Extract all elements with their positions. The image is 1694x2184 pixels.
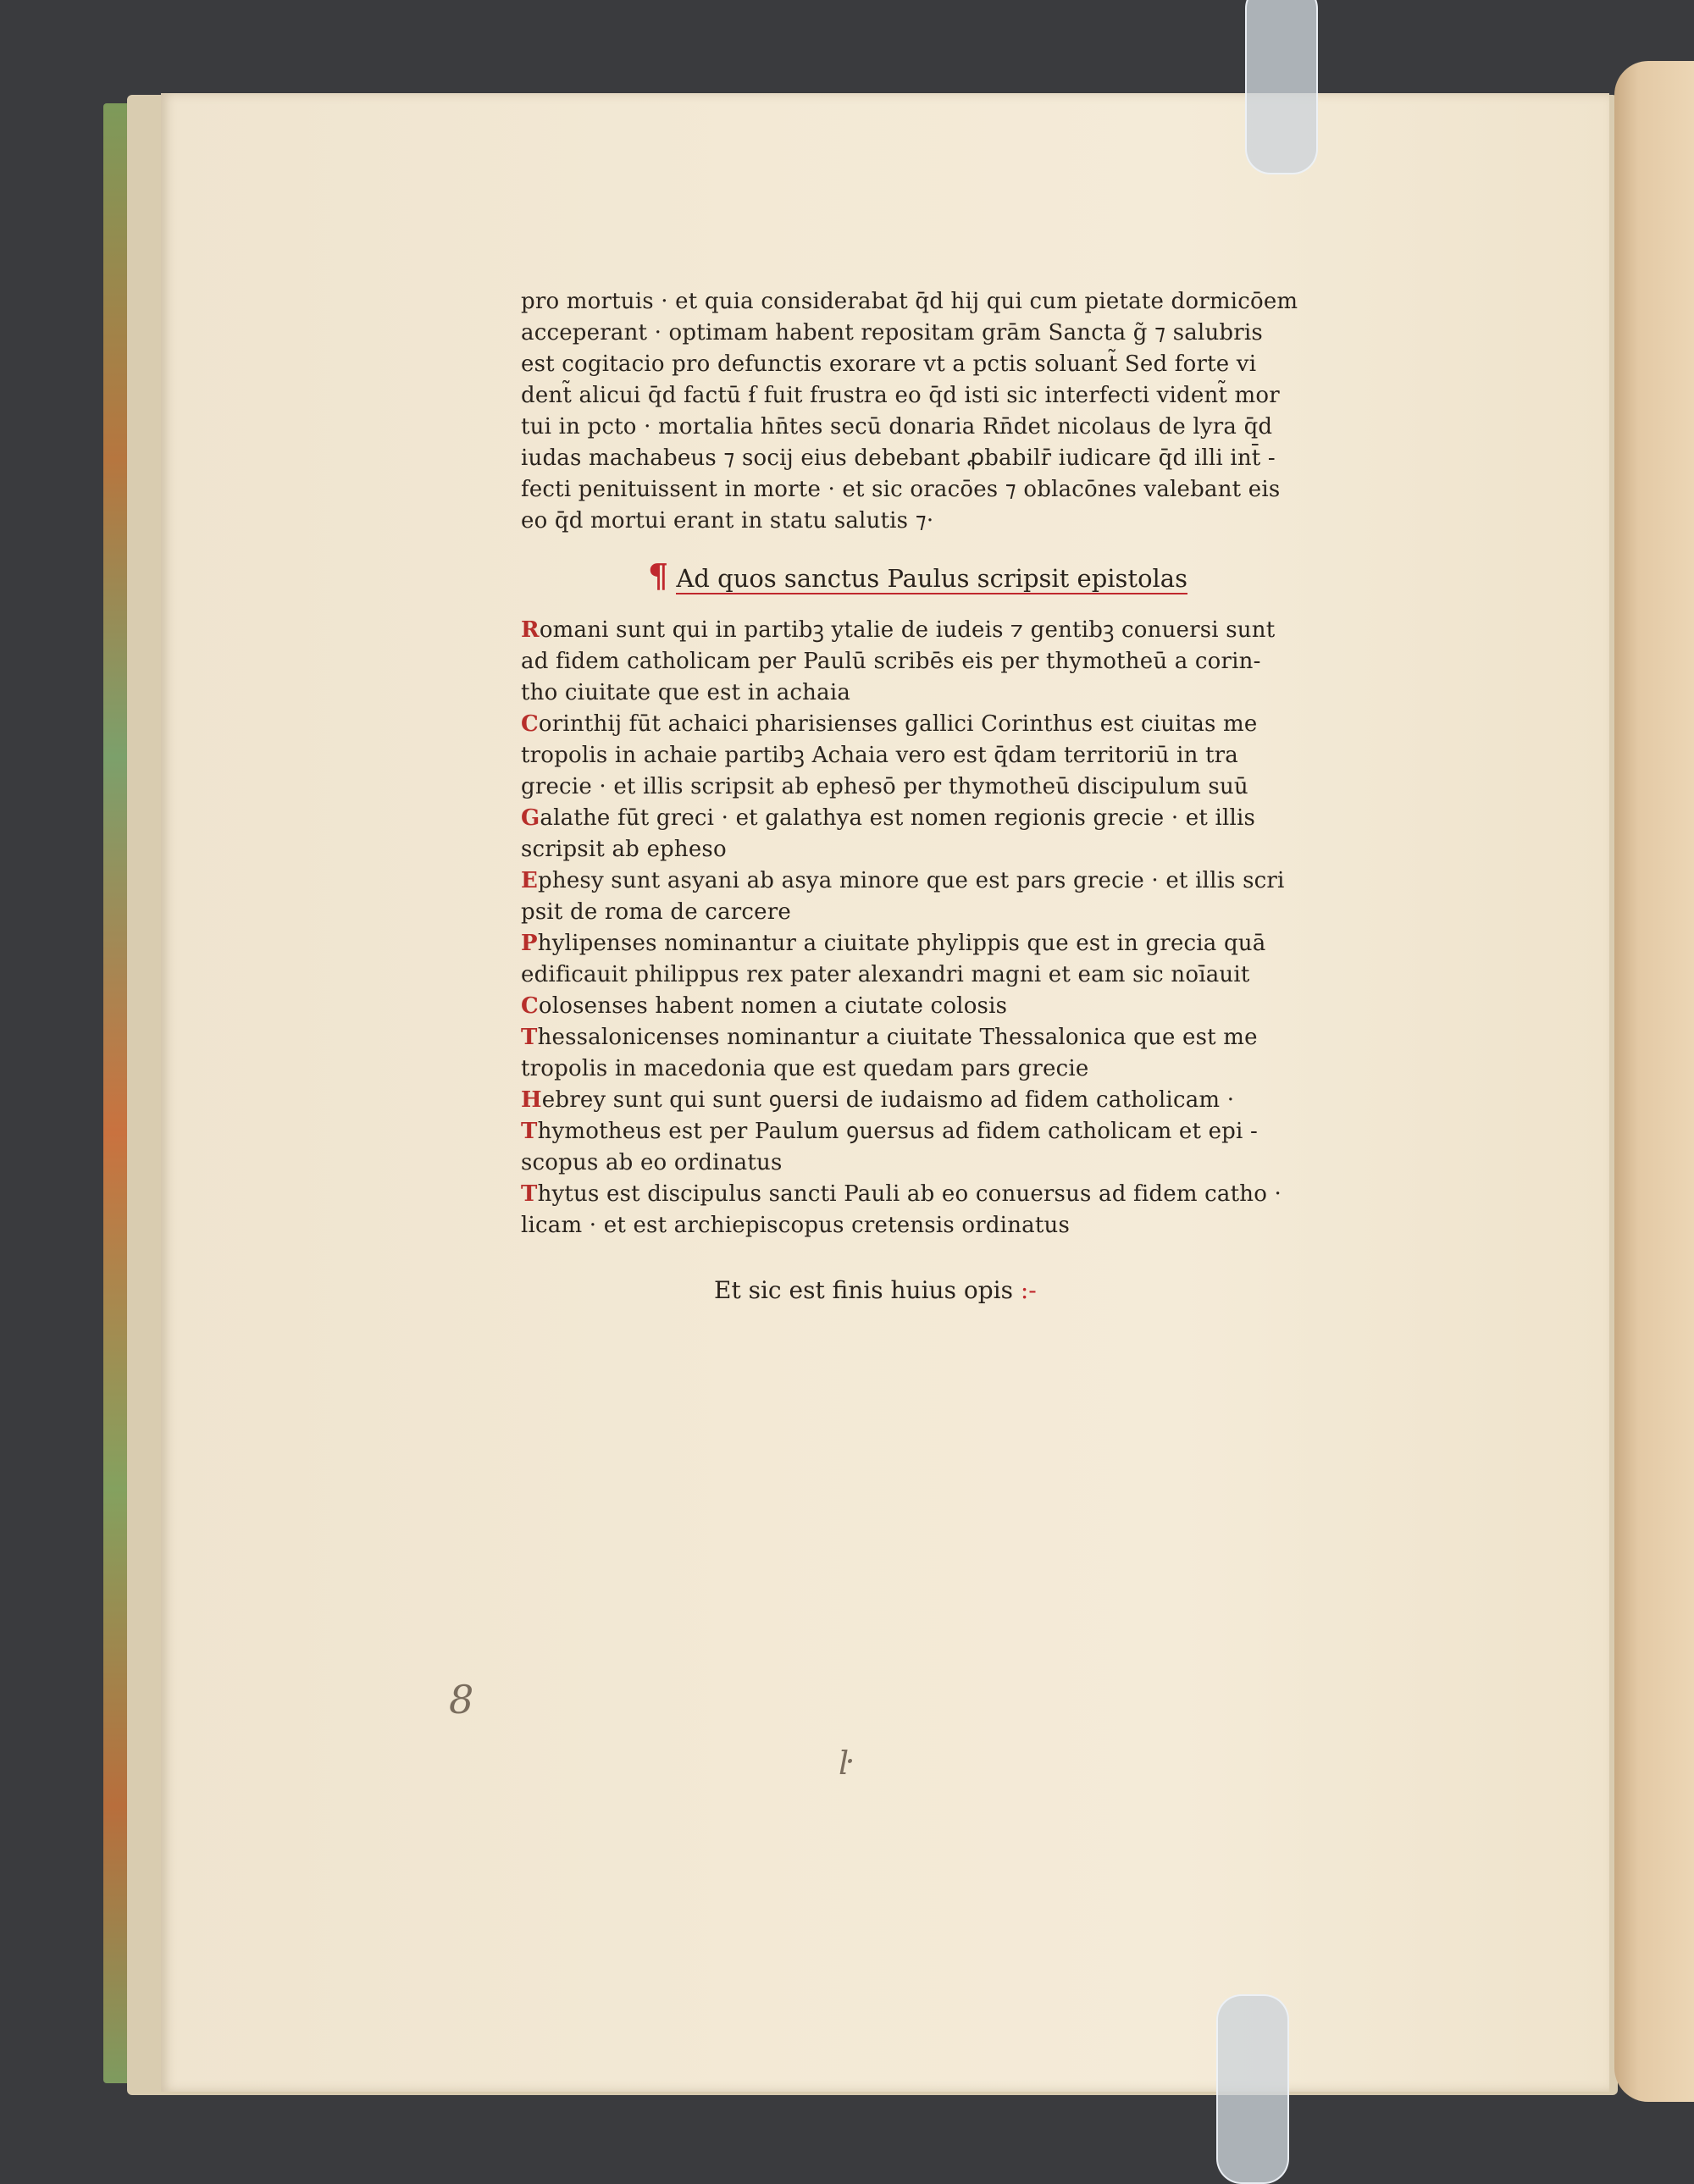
text-line: iudas machabeus ⁊ socij eius debebant ꝓbabilr̄ iudicare q̄d illi int̄ - [521, 445, 1276, 471]
text-line: Galathe fūt greci · et galathya est nomen regionis grecie · et illis [521, 805, 1256, 831]
explicit [714, 1272, 1410, 1309]
facing-page-edge [1614, 61, 1694, 2102]
text-line: tropolis in achaie partibꝫ Achaia vero est q̄dam territoriū in tra [521, 743, 1238, 768]
rubricated-initial: T [521, 1119, 538, 1144]
text-line: pro mortuis · et quia considerabat q̄d hij qui cum pietate dormicōem [521, 289, 1298, 314]
text-line: est cogitacio pro defunctis exorare vt a pctis soluant̃ Sed forte vi [521, 351, 1257, 377]
rubricated-initial: P [521, 931, 538, 956]
heading-text: Ad quos sanctus Paulus scripsit epistolas [676, 564, 1187, 593]
rubricated-initial: E [521, 868, 539, 893]
text-line: Ephesy sunt asyani ab asya minore que est pars grecie · et illis scri [521, 868, 1285, 893]
section-heading [648, 554, 1410, 598]
bottom-page-clip [1216, 1994, 1289, 2184]
text-line: ad fidem catholicam per Paulū scribēs eis per thymotheū a corin- [521, 649, 1261, 674]
text-line: Hebrey sunt qui sunt ꝯuersi de iudaismo ad fidem catholicam · [521, 1087, 1235, 1113]
paragraph-mark: ¶ [648, 556, 669, 594]
text-line: eo q̄d mortui erant in statu salutis ⁊· [521, 508, 934, 534]
text-line: grecie · et illis scripsit ab ephesō per thymotheū discipulum suū [521, 774, 1248, 799]
text-line: tho ciuitate que est in achaia [521, 680, 851, 705]
rubricated-initial: T [521, 1025, 538, 1050]
pencil-mark: ŀ [839, 1744, 854, 1782]
rubricated-initial: H [521, 1087, 542, 1113]
pencil-folio-number: 8 [449, 1677, 474, 1722]
top-page-clip [1245, 0, 1318, 174]
text-line: dent̃ alicui q̄d factū ẜ fuit frustra eo q̄d isti sic interfecti vident̃ mor [521, 383, 1280, 408]
rubricated-initial: G [521, 805, 540, 831]
text-line: Romani sunt qui in partibꝫ ytalie de iudeis ⁊ gentibꝫ conuersi sunt [521, 617, 1276, 643]
text-line: acceperant · optimam habent repositam grām Sancta g̃ ⁊ salubris [521, 320, 1263, 346]
text-line: edificauit philippus rex pater alexandri magni et eam sic noīauit [521, 962, 1250, 987]
text-line: Phylipenses nominantur a ciuitate phylippis que est in grecia quā [521, 931, 1266, 956]
epistles-list [521, 615, 1410, 1241]
text-line: scripsit ab epheso [521, 837, 727, 862]
text-line: tropolis in macedonia que est quedam pars grecie [521, 1056, 1089, 1081]
text-line: Thymotheus est per Paulum ꝯuersus ad fidem catholicam et epi - [521, 1119, 1258, 1144]
rubricated-initial: T [521, 1181, 538, 1207]
text-line: Thytus est discipulus sancti Pauli ab eo conuersus ad fidem catho · [521, 1181, 1282, 1207]
explicit-mark: :- [1020, 1276, 1037, 1304]
rubricated-initial: C [521, 993, 539, 1019]
text-line: psit de roma de carcere [521, 899, 791, 925]
explicit-text: Et sic est finis huius opis [714, 1276, 1013, 1304]
page-text [521, 286, 1410, 1309]
text-line: Thessalonicenses nominantur a ciuitate Thessalonica que est me [521, 1025, 1258, 1050]
rubricated-initial: C [521, 711, 539, 737]
rubricated-initial: R [521, 617, 540, 643]
text-line: Corinthij fūt achaici pharisienses gallici Corinthus est ciuitas me [521, 711, 1258, 737]
text-line: tui in pcto · mortalia hn̄tes secū donaria Rn̄det nicolaus de lyra q̄d [521, 414, 1273, 440]
text-line: licam · et est archiepiscopus cretensis ordinatus [521, 1213, 1070, 1238]
text-line: fecti penituissent in morte · et sic oracōes ⁊ oblacōnes valebant eis [521, 477, 1281, 502]
text-line: scopus ab eo ordinatus [521, 1150, 783, 1175]
text-line: Colosenses habent nomen a ciutate colosis [521, 993, 1008, 1019]
intro-paragraph [521, 286, 1410, 537]
